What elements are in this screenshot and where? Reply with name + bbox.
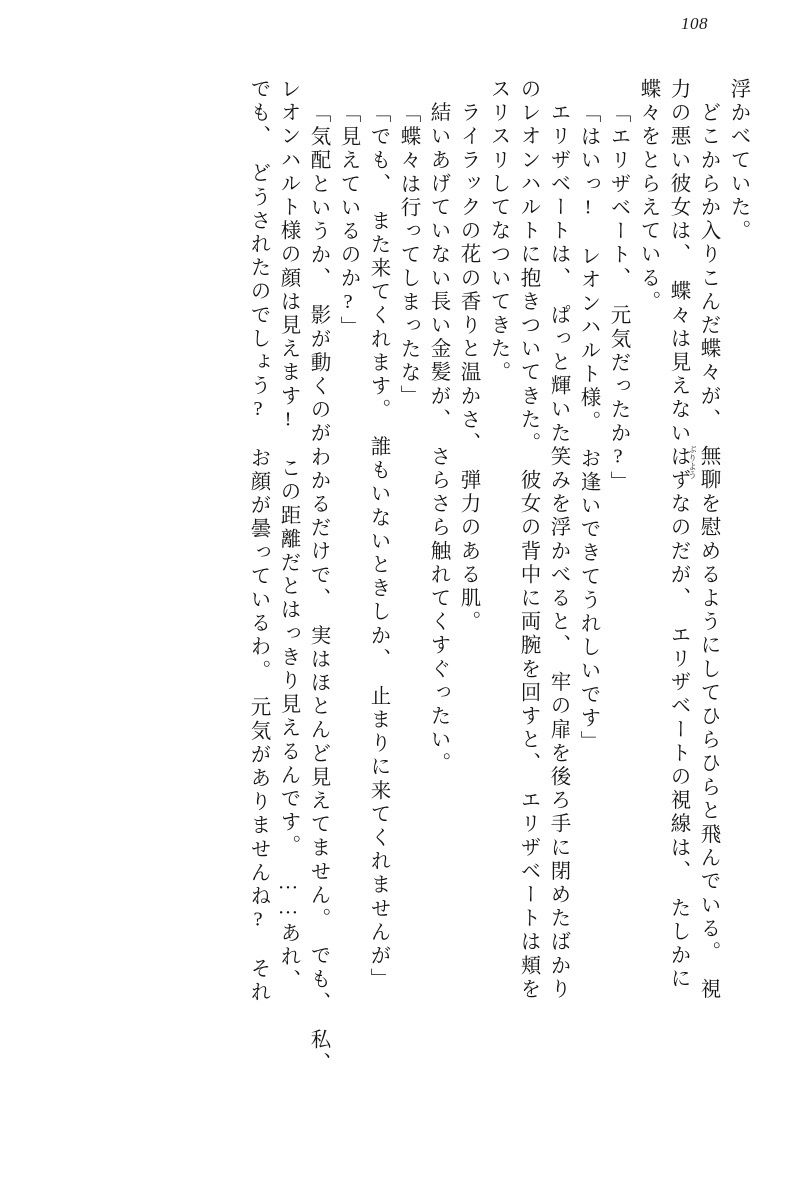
text-line: スリスリしてなついてきた。 — [487, 78, 509, 385]
text-line: レオンハルト様の顔は見えます! この距離だとはっきり見えるんです。 ……あれ、 — [277, 78, 299, 993]
text-line: 力の悪い彼女は、 蝶々は見えないはずなのだが、 エリザベートの視線は、 たしかに — [667, 78, 689, 992]
text-line: 「蝶々は行ってしまったな」 — [397, 102, 419, 409]
text-line: エリザベートは、 ぱっと輝いた笑みを浮かべると、 牢の扉を後ろ手に閉めたばかり — [547, 78, 569, 1002]
text-line: どこからか入りこんだ蝶々が、 ぶりよう 無聊を慰めるようにしてひらひらと飛んでいる。 視 — [687, 78, 719, 1002]
text-line: 「でも、 また来てくれます。 誰もいないときしか、 止まりに来てくれませんが」 — [367, 102, 389, 992]
text-line: 結いあげていない長い金髪が、 さらさら触れてくすぐったい。 — [427, 78, 449, 776]
text-line: 「見えているのか?」 — [337, 102, 359, 340]
text-line: 「はいっ! レオンハルト様。 お逢いできてうれしいです」 — [577, 102, 599, 755]
page-number: 108 — [681, 14, 708, 33]
text-line: でも、 どうされたのでしょう? お顔が曇っているわ。 元気がありませんね? それ — [247, 78, 269, 1005]
text-line: 蝶々をとらえている。 — [637, 78, 659, 314]
text-line: 「気配というか、 影が動くのがわかるだけで、 実はほとんど見えてません。 でも、 私、 — [307, 102, 329, 1076]
text-line: 「エリザベート、 元気だったか?」 — [607, 102, 629, 495]
text-line: 浮かべていた。 — [727, 78, 749, 244]
ruby-annotation: ぶりよう 無聊 — [687, 445, 719, 493]
text-line: のレオンハルトに抱きついてきた。 彼女の背中に両腕を回すと、 エリザベートは頬を — [517, 78, 539, 1002]
ruby-reading: ぶりよう — [687, 445, 698, 480]
text-line: ライラックの花の香りと温かさ、 弾力のある肌。 — [457, 78, 479, 635]
vertical-text-block — [44, 78, 748, 1168]
